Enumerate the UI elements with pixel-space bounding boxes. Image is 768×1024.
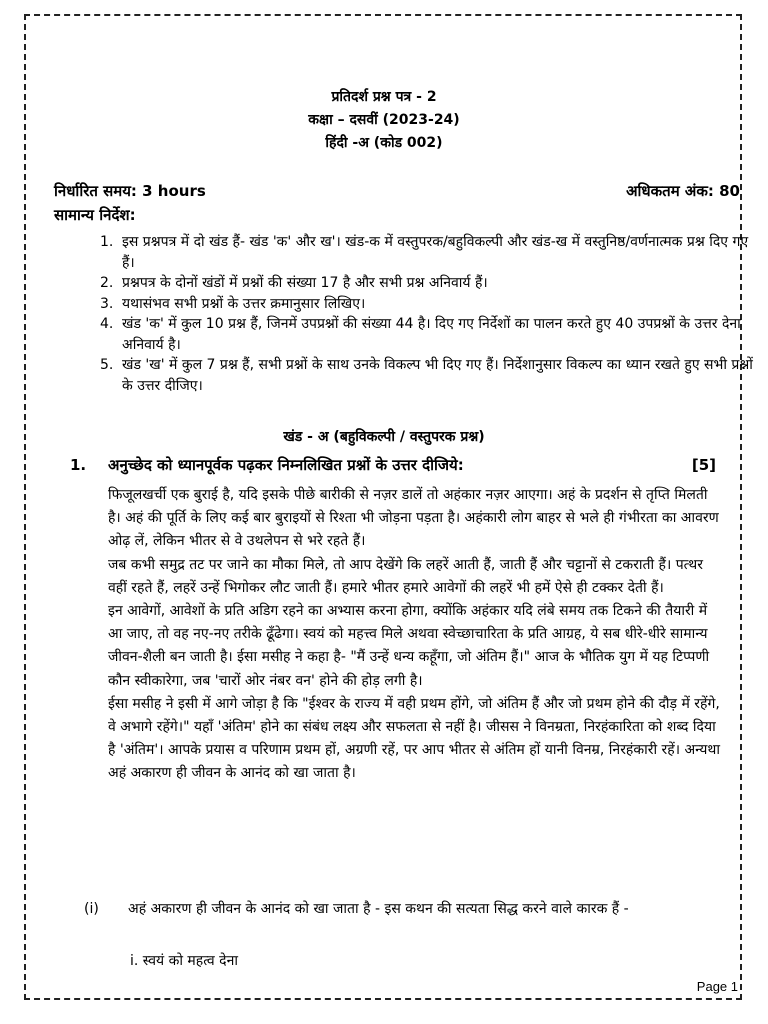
page-number: Page 1 xyxy=(696,979,738,994)
sub-question-number: (i) xyxy=(84,901,99,917)
section-title: खंड - अ (बहुविकल्पी / वस्तुपरक प्रश्न) xyxy=(283,429,485,445)
instruction-item: 3. यथासंभव सभी प्रश्नों के उत्तर क्रमानुसार लिखिए। xyxy=(100,295,366,312)
document-header xyxy=(0,86,768,155)
answer-option: i. स्वयं को महत्व देना xyxy=(130,953,238,969)
sub-question-1 xyxy=(84,898,724,920)
question-1 xyxy=(70,454,716,476)
instructions-list xyxy=(100,232,754,396)
passage xyxy=(108,484,720,786)
passage-paragraph: इन आवेगों, आवेशों के प्रति अडिग रहने का अभ्यास करना होगा, क्योंकि अहंकार यदि लंबे समय तक टिकने की तैयारी में आ जाए, तो वह नए-नए तरीके ढूँढेगा। स्वयं को महत्त्व मिले अथवा स्वेच्छाचारिता के प्रति आग्रह, ये सब धीरे-धीरे सामान्य जीवन-शैली बन जाती है। ईसा मसीह ने कहा है- "मैं उन्हें धन्य कहूँगा, जो अंतिम हैं।" आज के भौतिक युग में यह टिप्पणी कौन स्वीकारेगा, जब 'चारों ओर नंबर वन' होने की होड़ लगी है। xyxy=(108,603,710,689)
class-year: कक्षा – दसवीं (2023-24) xyxy=(308,112,460,128)
time-allowed: निर्धारित समय: 3 hours xyxy=(54,182,206,200)
max-marks: अधिकतम अंक: 80 xyxy=(626,182,740,200)
instruction-item: 5. खंड 'ख' में कुल 7 प्रश्न हैं, सभी प्रश्नों के साथ उनके विकल्प भी दिए गए हैं। निर्देशानुसार विकल्प का ध्यान रखते हुए सभी प्रश्नों के उत्तर दीजिए। xyxy=(100,357,753,394)
instruction-item: 2. प्रश्नपत्र के दोनों खंडों में प्रश्नों की संख्या 17 है और सभी प्रश्न अनिवार्य हैं। xyxy=(100,275,488,291)
sub-question-text: अहं अकारण ही जीवन के आनंद को खा जाता है - इस कथन की सत्यता सिद्ध करने वाले कारक हैं - xyxy=(128,901,629,917)
passage-paragraph: फिजूलखर्ची एक बुराई है, यदि इसके पीछे बारीकी से नज़र डालें तो अहंकार नज़र आएगा। अहं के प्रदर्शन से तृप्ति मिलती है। अहं की पूर्ति के लिए कई बार बुराइयों से रिश्ता भी जोड़ना पड़ता है। अहंकारी लोग बाहर से भले ही गंभीरता का आवरण ओढ़ लें, लेकिन भीतर से वे उथलेपन से भरे रहते हैं। xyxy=(108,487,719,550)
subject-code: हिंदी -अ (कोड 002) xyxy=(325,135,443,151)
passage-paragraph: ईसा मसीह ने इसी में आगे जोड़ा है कि "ईश्वर के राज्य में वही प्रथम होंगे, जो अंतिम हैं और जो प्रथम होने की दौड़ में रहेंगे, वे अभागे रहेंगे।" यहाँ 'अंतिम' होने का संबंध लक्ष्य और सफलता से नहीं है। जीसस ने विनम्रता, निरहंकारिता को शब्द दिया है 'अंतिम'। आपके प्रयास व परिणाम प्रथम हों, अग्रणी रहें, पर आप भीतर से अंतिम हों यानी विनम्र, निरहंकारी रहें। अन्यथा अहं अकारण ही जीवन के आनंद को खा जाता है। xyxy=(108,695,720,782)
instructions-heading: सामान्य निर्देश: xyxy=(54,206,136,224)
exam-meta xyxy=(54,180,740,202)
question-number: 1. xyxy=(70,456,87,474)
instruction-item: 1. इस प्रश्नपत्र में दो खंड हैं- खंड 'क' और ख'। खंड-क में वस्तुपरक/बहुविकल्पी और खंड-ख में वस्तुनिष्ठ/वर्णनात्मक प्रश्न दिए गए हैं। xyxy=(100,234,749,271)
paper-title: प्रतिदर्श प्रश्न पत्र - 2 xyxy=(331,89,437,105)
question-marks: [5] xyxy=(691,456,716,474)
instruction-item: 4. खंड 'क' में कुल 10 प्रश्न हैं, जिनमें उपप्रश्नों की संख्या 44 है। दिए गए निर्देशों का पालन करते हुए 40 उपप्रश्नों के उत्तर देना अनिवार्य है। xyxy=(100,316,741,353)
passage-paragraph: जब कभी समुद्र तट पर जाने का मौका मिले, तो आप देखेंगे कि लहरें आती हैं, जाती हैं और चट्टानों से टकराती हैं। पत्थर वहीं रहते हैं, लहरें उन्हें भिगोकर लौट जाती हैं। हमारे भीतर हमारे आवेगों की लहरें भी हमें ऐसे ही टक्कर देती हैं। xyxy=(108,556,703,596)
question-text: अनुच्छेद को ध्यानपूर्वक पढ़कर निम्नलिखित प्रश्नों के उत्तर दीजिये: xyxy=(108,456,464,474)
